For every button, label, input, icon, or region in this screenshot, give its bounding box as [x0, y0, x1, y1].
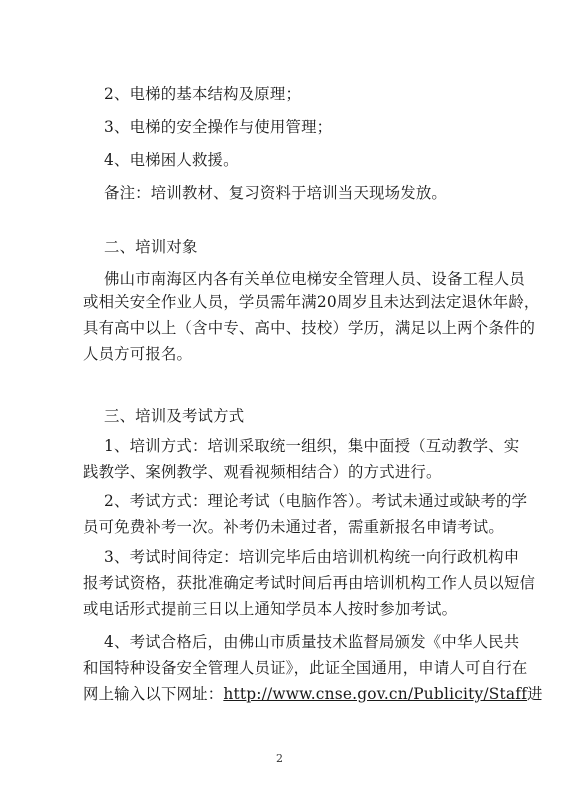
- list-item: 3、电梯的安全操作与使用管理；: [104, 118, 333, 136]
- paragraph-line: [83, 682, 543, 704]
- paragraph-text: 网上输入以下网址：: [83, 685, 224, 703]
- paragraph-text: 进: [527, 685, 543, 703]
- list-item: 4、电梯困人救援。: [104, 151, 239, 169]
- page-number: 2: [276, 752, 284, 765]
- paragraph-line: 或电话形式提前三日以上通知学员本人按时参加考试。: [83, 600, 458, 618]
- paragraph-line: 2、考试方式：理论考试（电脑作答）。考试未通过或缺考的学: [104, 492, 528, 510]
- paragraph-line: 和国特种设备安全管理人员证》，此证全国通用，申请人可自行在: [83, 659, 528, 677]
- paragraph-line: 佛山市南海区内各有关单位电梯安全管理人员、设备工程人员: [104, 270, 525, 288]
- paragraph-line: 践教学、案例教学、观看视频相结合）的方式进行。: [83, 463, 442, 481]
- paragraph-line: 人员方可报名。: [83, 345, 193, 363]
- section-heading: 二、培训对象: [104, 238, 198, 256]
- paragraph-line: 具有高中以上（含中专、高中、技校）学历，满足以上两个条件的: [83, 319, 536, 337]
- paragraph-line: 1、培训方式：培训采取统一组织，集中面授（互动教学、实: [104, 437, 520, 455]
- paragraph-line: 4、考试合格后，由佛山市质量技术监督局颁发《中华人民共: [104, 633, 520, 651]
- paragraph-line: 或相关安全作业人员，学员需年满20周岁且未达到法定退休年龄，: [83, 293, 540, 311]
- paragraph-line: 3、考试时间待定：培训完毕后由培训机构统一向行政机构申: [104, 548, 520, 566]
- paragraph-line: 员可免费补考一次。补考仍未通过者，需重新报名申请考试。: [83, 518, 504, 536]
- note-text: 备注：培训教材、复习资料于培训当天现场发放。: [104, 184, 447, 202]
- list-item: 2、电梯的基本结构及原理；: [104, 85, 302, 103]
- paragraph-line: 报考试资格，获批准确定考试时间后再由培训机构工作人员以短信: [83, 574, 536, 592]
- url-link[interactable]: http://www.cnse.gov.cn/Publicity/Staff: [223, 685, 528, 703]
- section-heading: 三、培训及考试方式: [104, 407, 245, 425]
